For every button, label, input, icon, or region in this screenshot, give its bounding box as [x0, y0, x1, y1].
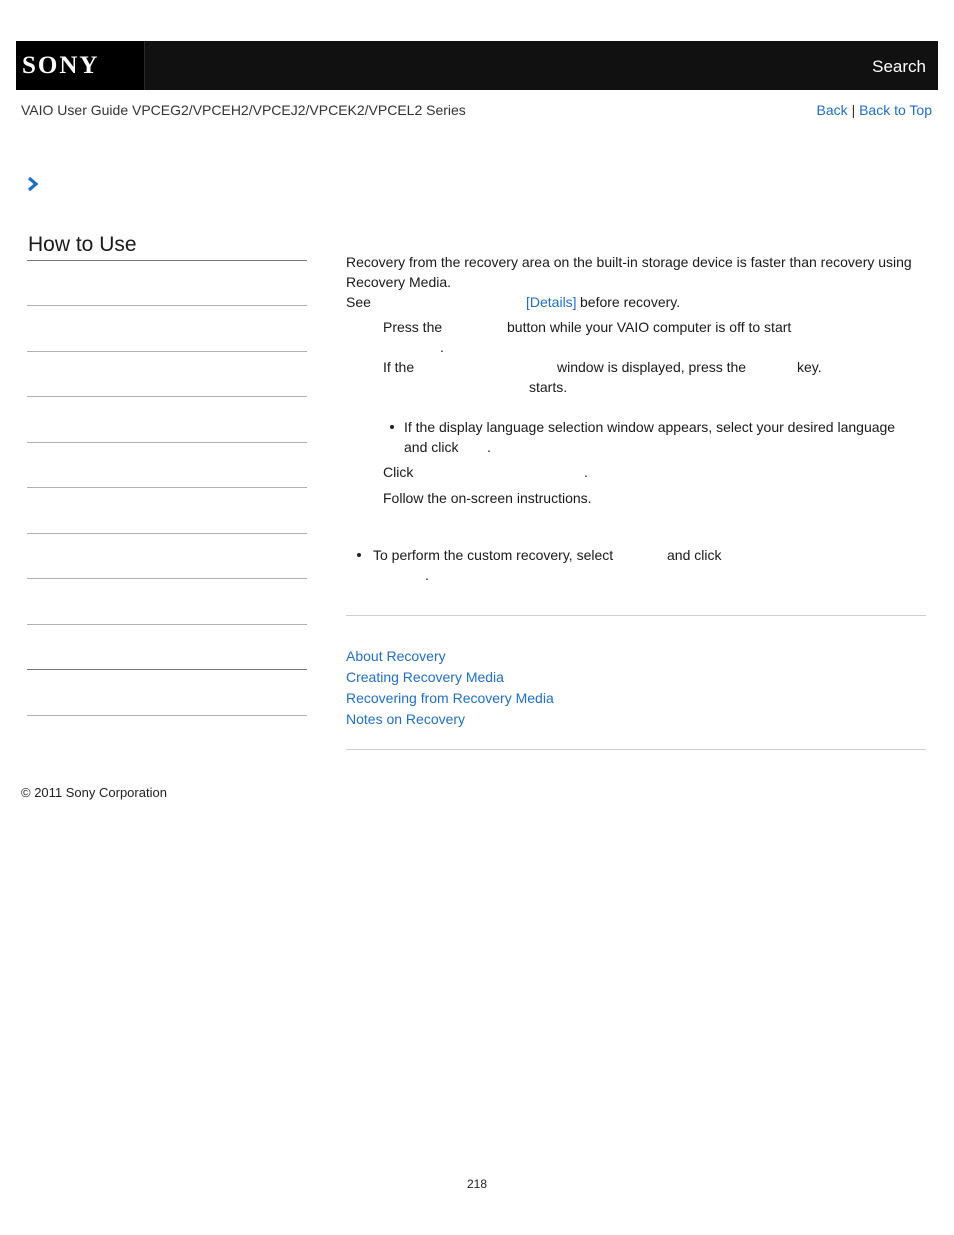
sidebar-divider: [27, 396, 307, 397]
sony-logo[interactable]: [16, 41, 145, 90]
step2-text-d: starts.: [529, 379, 568, 395]
sidebar-divider: [27, 487, 307, 488]
note-line2-a: and click: [404, 439, 459, 455]
step2-text-b: window is displayed, press the: [557, 359, 747, 375]
see-prefix: See: [346, 294, 371, 310]
details-link[interactable]: [Details]: [526, 294, 577, 310]
content-divider: [346, 749, 926, 750]
content-divider: [346, 615, 926, 616]
sidebar-divider: [27, 351, 307, 352]
hint-text-a: To perform the custom recovery, select: [373, 547, 614, 563]
sidebar-divider: [27, 715, 307, 716]
search-link[interactable]: Search: [872, 57, 926, 76]
header-bar: [16, 41, 938, 90]
back-link[interactable]: Back: [816, 102, 848, 118]
copyright: © 2011 Sony Corporation: [21, 785, 167, 800]
sidebar-divider: [27, 442, 307, 443]
step2-text-a: If the: [383, 359, 415, 375]
related-link-creating-recovery-media[interactable]: Creating Recovery Media: [346, 669, 504, 685]
back-to-top-link[interactable]: Back to Top: [859, 102, 932, 118]
step4-text: Follow the on-screen instructions.: [383, 490, 592, 506]
related-link-recovering-from-recovery-media[interactable]: Recovering from Recovery Media: [346, 690, 554, 706]
hint-text-b: and click: [667, 547, 722, 563]
hint-text-c: .: [425, 567, 429, 583]
chevron-right-icon[interactable]: [26, 176, 40, 192]
related-link-about-recovery[interactable]: About Recovery: [346, 648, 446, 664]
bullet-dot: [357, 553, 361, 557]
guide-title: VAIO User Guide VPCEG2/VPCEH2/VPCEJ2/VPCEK2/VPCEL2 Series: [21, 102, 466, 118]
intro-text-line2: Recovery Media.: [346, 274, 452, 290]
step3-text-b: .: [584, 464, 588, 480]
nav-links: [817, 102, 932, 118]
sony-logo-text: SONY: [22, 52, 100, 79]
see-suffix: before recovery.: [580, 294, 681, 310]
step1-text-c: .: [440, 339, 444, 355]
sidebar-divider: [27, 260, 307, 261]
sidebar-divider: [27, 533, 307, 534]
page-number: 218: [466, 1177, 488, 1191]
sidebar-divider: [27, 305, 307, 306]
sidebar-title: How to Use: [28, 233, 137, 256]
step3-text-a: Click: [383, 464, 414, 480]
bullet-dot: [390, 425, 394, 429]
sidebar-divider: [27, 669, 307, 670]
step1-text-a: Press the: [383, 319, 443, 335]
related-link-notes-on-recovery[interactable]: Notes on Recovery: [346, 711, 466, 727]
sidebar-divider: [27, 624, 307, 625]
sidebar-divider: [27, 578, 307, 579]
step2-text-c: key.: [797, 359, 822, 375]
note-line2-b: .: [487, 439, 491, 455]
note-line1: If the display language selection window appears, select your desired language: [404, 419, 896, 435]
nav-separator: |: [851, 102, 856, 118]
intro-text-line1: Recovery from the recovery area on the built-in storage device is faster than recovery using: [346, 254, 912, 270]
step1-text-b: button while your VAIO computer is off to start: [507, 319, 792, 335]
